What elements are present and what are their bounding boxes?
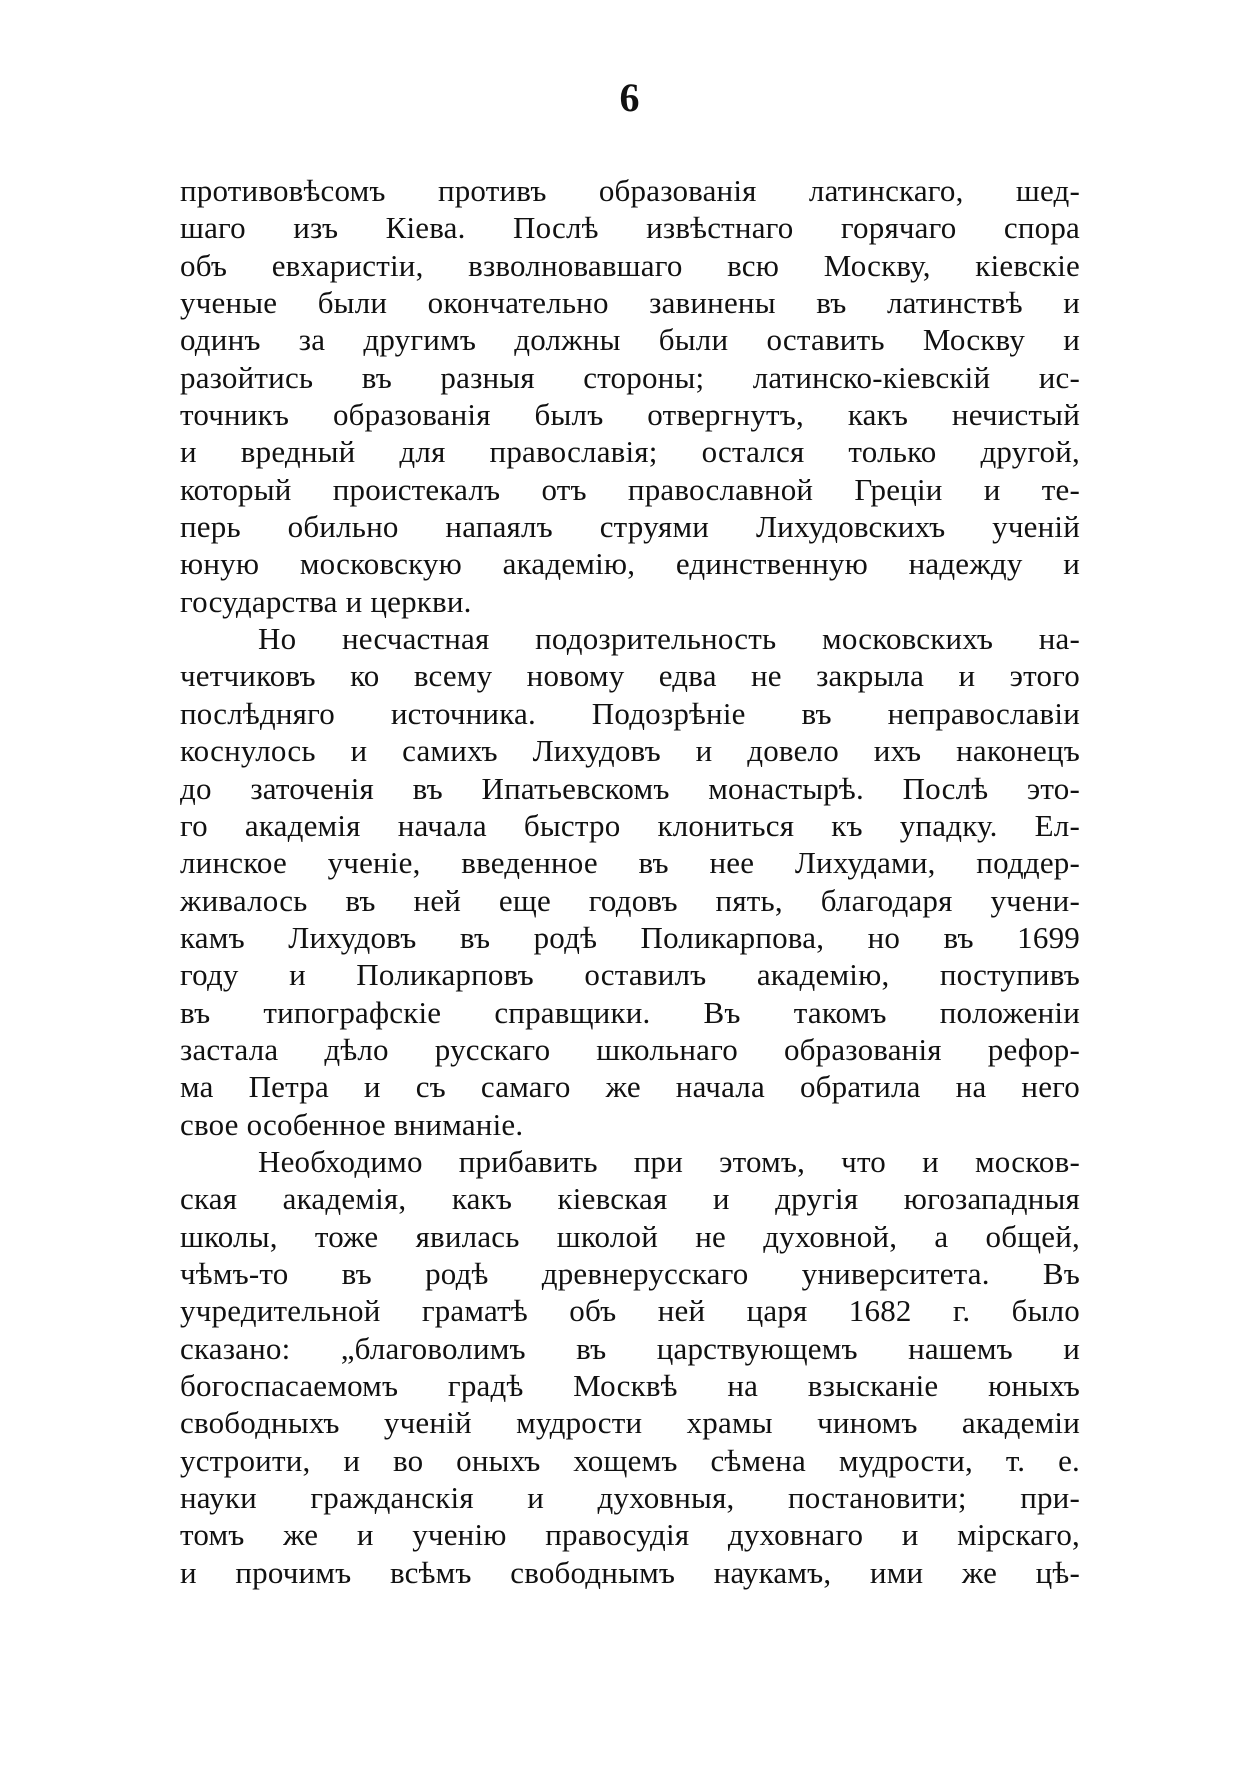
text-line: перь обильно напаялъ струями Лихудовскихъ ученій [180, 509, 1080, 545]
text-line: линское ученіе, введенное въ нее Лихудами, поддер- [180, 845, 1080, 881]
text-line: четчиковъ ко всему новому едва не закрыла и этого [180, 658, 1080, 694]
body-text [180, 172, 1080, 1591]
text-line: сказано: „благоволимъ въ царствующемъ нашемъ и [180, 1330, 1080, 1366]
text-line: живалось въ ней еще годовъ пять, благодаря учени- [180, 882, 1080, 918]
text-line: науки гражданскія и духовныя, постановити; при- [180, 1480, 1080, 1516]
text-line: который проистекалъ отъ православной Греціи и те- [180, 471, 1080, 507]
text-line: застала дѣло русскаго школьнаго образованія рефор- [180, 1031, 1080, 1067]
text-line: объ евхаристіи, взволновавшаго всю Москву, кіевскіе [180, 247, 1080, 283]
text-line: свободныхъ ученій мудрости храмы чиномъ академіи [180, 1405, 1080, 1441]
text-line: ская академія, какъ кіевская и другія югозападныя [180, 1181, 1080, 1217]
text-line: году и Поликарповъ оставилъ академію, поступивъ [180, 957, 1080, 993]
text-line: противовѣсомъ противъ образованія латинскаго, шед- [180, 173, 1080, 208]
text-line: коснулось и самихъ Лихудовъ и довело ихъ наконецъ [180, 733, 1080, 769]
text-line: устроити, и во оныхъ хощемъ сѣмена мудрости, т. е. [180, 1442, 1080, 1478]
page-number: 6 [619, 75, 640, 120]
text-line: богоспасаемомъ градѣ Москвѣ на взысканіе юныхъ [180, 1368, 1080, 1403]
text-line: ученые были окончательно завинены въ латинствѣ и [180, 285, 1080, 321]
text-line: разойтись въ разныя стороны; латинско-кіевскій ис- [180, 359, 1080, 395]
text-line: го академія начала быстро клониться къ упадку. Ел- [180, 807, 1080, 843]
text-line: Необходимо прибавить при этомъ, что и москов- [258, 1143, 1080, 1179]
text-line: и вредный для православія; остался только другой, [180, 434, 1080, 470]
text-line: ма Петра и съ самаго же начала обратила на него [180, 1069, 1080, 1105]
text-line: точникъ образованія былъ отвергнутъ, какъ нечистый [180, 397, 1080, 433]
text-line: чѣмъ-то въ родѣ древнерусскаго университета. Въ [180, 1255, 1080, 1291]
text-line: шаго изъ Кіева. Послѣ извѣстнаго горячаго спора [180, 210, 1080, 246]
text-line: и прочимъ всѣмъ свободнымъ наукамъ, ими же цѣ- [180, 1554, 1080, 1590]
text-line: государства и церкви. [180, 583, 472, 619]
text-line: учредительной граматѣ объ ней царя 1682 г. было [180, 1293, 1080, 1329]
text-line: до заточенія въ Ипатьевскомъ монастырѣ. Послѣ это- [180, 770, 1080, 806]
text-line: одинъ за другимъ должны были оставить Москву и [180, 322, 1080, 358]
text-line: камъ Лихудовъ въ родѣ Поликарпова, но въ 1699 [180, 919, 1080, 955]
text-line: свое особенное вниманіе. [180, 1106, 524, 1142]
text-line: въ типографскіе справщики. Въ такомъ положеніи [180, 994, 1080, 1030]
text-line: томъ же и ученію правосудія духовнаго и мірскаго, [180, 1517, 1080, 1553]
text-line: Но несчастная подозрительность московскихъ на- [258, 621, 1080, 657]
text-line: послѣдняго источника. Подозрѣніе въ неправославіи [180, 695, 1080, 731]
text-line: школы, тоже явилась школой не духовной, а общей, [180, 1218, 1080, 1254]
text-line: юную московскую академію, единственную надежду и [180, 546, 1080, 582]
